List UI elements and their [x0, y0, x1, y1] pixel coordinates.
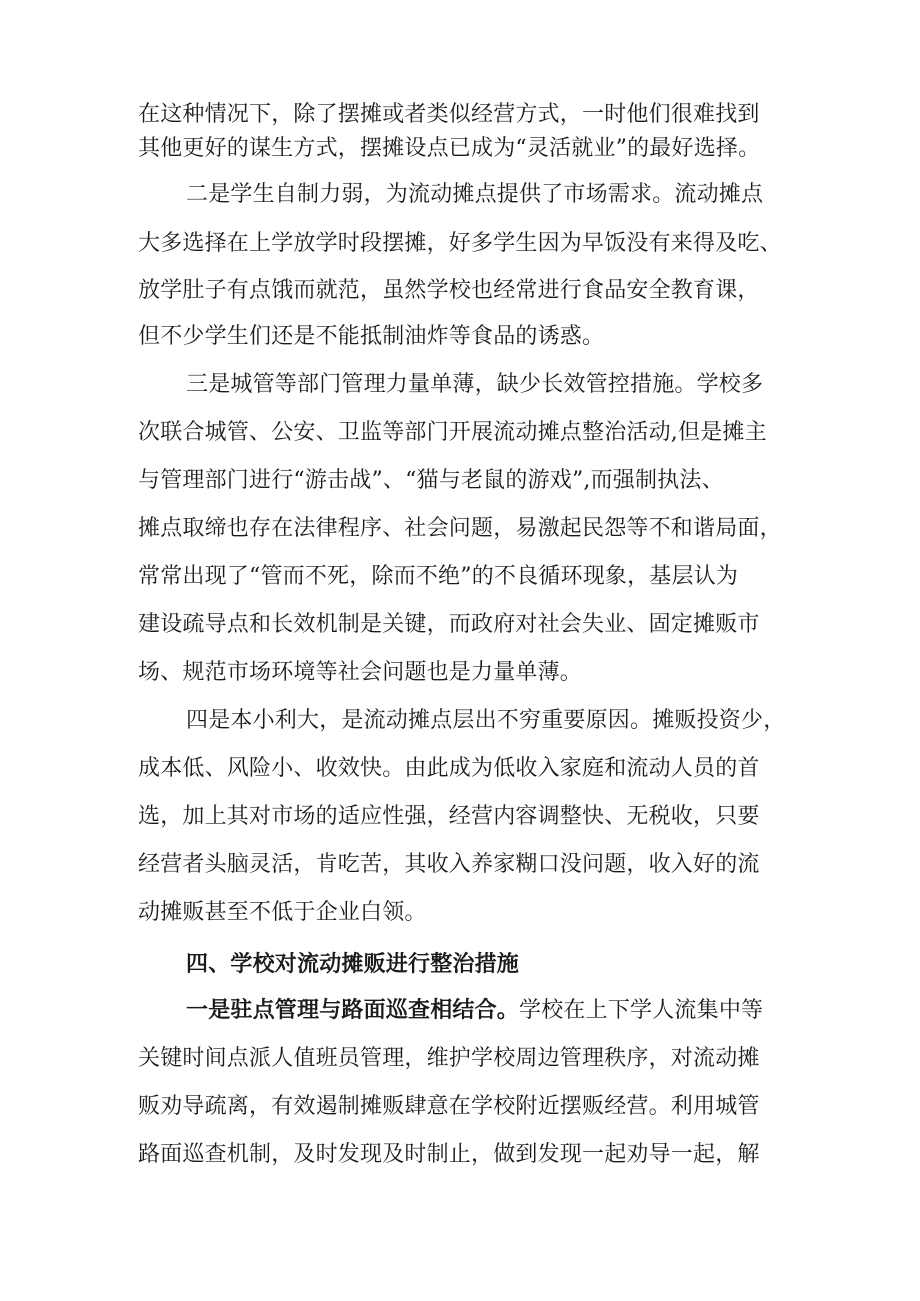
paragraph-line: 次联合城管、公安、卫监等部门开展流动摊点整治活动,但是摊主: [138, 420, 767, 445]
paragraph-line: 场、规范市场环境等社会问题也是力量单薄。: [138, 660, 583, 685]
paragraph-line: 路面巡查机制，及时发现及时制止，做到发现一起劝导一起，解: [138, 1142, 760, 1167]
measure-lead: 一是驻点管理与路面巡查相结合。: [186, 998, 520, 1023]
paragraph-line: 放学肚子有点饿而就范，虽然学校也经常进行食品安全教育课，: [138, 278, 760, 303]
paragraph-line: 其他更好的谋生方式，摆摊设点已成为“灵活就业”的最好选择。: [138, 136, 761, 161]
paragraph-line: 贩劝导疏离，有效遏制摊贩肆意在学校附近摆贩经营。利用城管: [138, 1094, 760, 1119]
paragraph-line: 在这种情况下，除了摆摊或者类似经营方式，一时他们很难找到: [138, 102, 760, 127]
paragraph-line: 关键时间点派人值班员管理，维护学校周边管理秩序，对流动摊: [138, 1046, 760, 1071]
paragraph-line: 三是城管等部门管理力量单薄，缺少长效管控措施。学校多: [186, 372, 764, 397]
paragraph-line: 四是本小利大，是流动摊点层出不穷重要原因。摊贩投资少，: [186, 708, 786, 733]
paragraph-line: 常常出现了“管而不死，除而不绝”的不良循环现象，基层认为: [138, 564, 739, 589]
paragraph-line: 动摊贩甚至不低于企业白领。: [138, 900, 427, 925]
paragraph-line: 成本低、风险小、收效快。由此成为低收入家庭和流动人员的首: [138, 756, 760, 781]
measure-text: 学校在上下学人流集中等: [519, 998, 764, 1023]
paragraph-line: 经营者头脑灵活，肯吃苦，其收入养家糊口没问题，收入好的流: [138, 852, 760, 877]
paragraph-line: 二是学生自制力弱，为流动摊点提供了市场需求。流动摊点: [186, 182, 764, 207]
paragraph-line: 选，加上其对市场的适应性强，经营内容调整快、无税收，只要: [138, 804, 760, 829]
paragraph-line: 大多选择在上学放学时段摆摊，好多学生因为早饭没有来得及吃、: [138, 231, 782, 256]
paragraph-line: [186, 996, 763, 1026]
paragraph-line: 摊点取缔也存在法律程序、社会问题，易激起民怨等不和谐局面，: [138, 516, 782, 541]
paragraph-line: 与管理部门进行“游击战”、“猫与老鼠的游戏”,而强制执法、: [138, 468, 724, 493]
paragraph-line: 建设疏导点和长效机制是关键，而政府对社会失业、固定摊贩市: [138, 612, 760, 637]
section-heading: 四、学校对流动摊贩进行整治措施: [186, 952, 520, 977]
paragraph-line: 但不少学生们还是不能抵制油炸等食品的诱惑。: [138, 324, 605, 349]
